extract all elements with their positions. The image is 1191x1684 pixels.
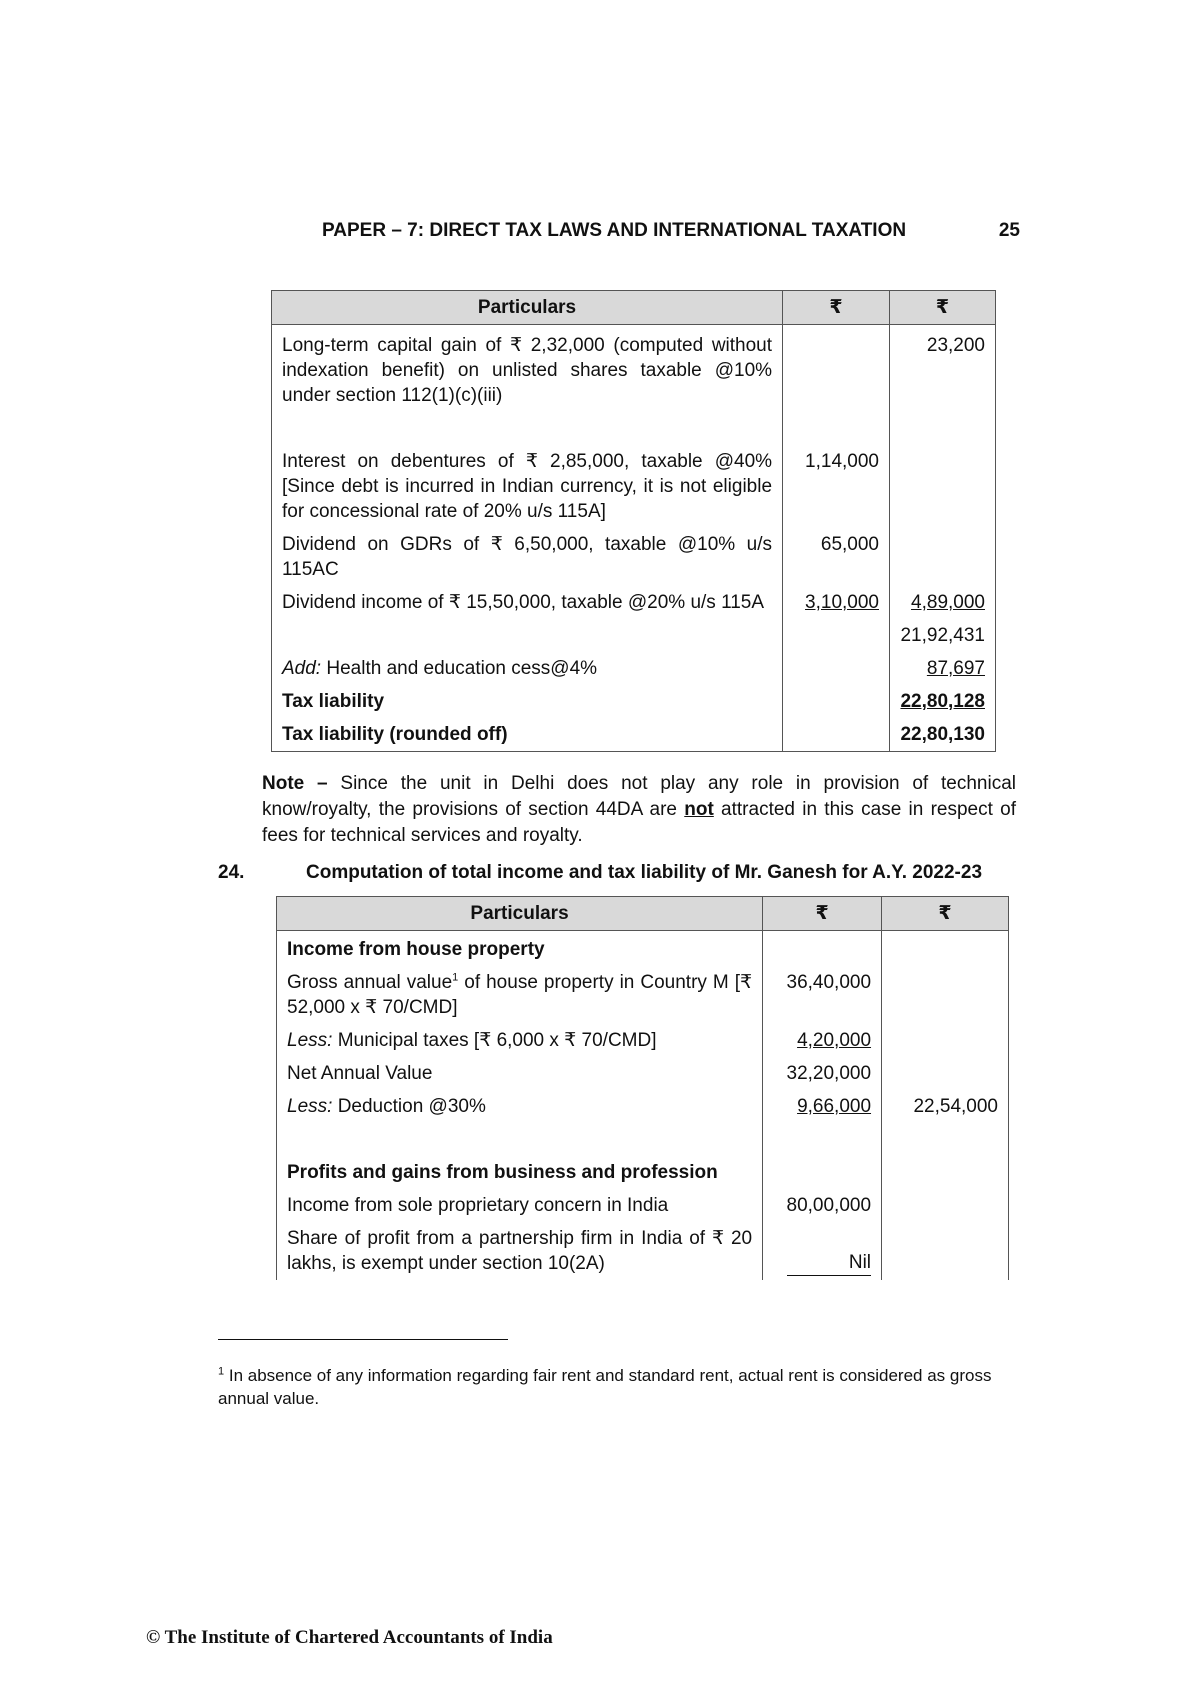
row-particulars: Dividend on GDRs of ₹ 6,50,000, taxable @10% u/s 115AC xyxy=(272,528,783,586)
row-particulars xyxy=(277,1024,763,1057)
header-rupee-1: ₹ xyxy=(783,291,890,325)
paper-title: PAPER – 7: DIRECT TAX LAWS AND INTERNATIONAL TAXATION xyxy=(322,220,907,241)
page-header xyxy=(322,220,1020,242)
row-cess-amount: 87,697 xyxy=(926,658,985,679)
table-row xyxy=(277,1189,1009,1222)
deduction-label: Deduction @30% xyxy=(332,1096,486,1117)
less-prefix: Less: xyxy=(287,1096,333,1117)
row-col1: Nil xyxy=(787,1250,871,1276)
tax-computation-table-continued xyxy=(271,290,996,752)
copyright-footer: © The Institute of Chartered Accountants of India xyxy=(146,1627,553,1648)
less-prefix: Less: xyxy=(287,1030,333,1051)
table-row xyxy=(277,1057,1009,1090)
row-particulars: Interest on debentures of ₹ 2,85,000, taxable @40% [Since debt is incurred in Indian currency, it is not eligible for concessional rate of 20% u/s 115A] xyxy=(272,445,783,528)
row-col2: 23,200 xyxy=(890,325,996,446)
table-header-row xyxy=(272,291,996,325)
row-particulars: Income from sole proprietary concern in India xyxy=(277,1189,763,1222)
header-rupee-2: ₹ xyxy=(890,291,996,325)
footnote-text: In absence of any information regarding fair rent and standard rent, actual rent is considered as gross annual value. xyxy=(218,1366,992,1408)
row-col2 xyxy=(890,528,996,586)
row-col1: 65,000 xyxy=(783,528,890,586)
table-row xyxy=(272,619,996,652)
table-row xyxy=(277,1156,1009,1189)
page-number: 25 xyxy=(998,220,1020,241)
footnote-ref: 1 xyxy=(452,971,459,984)
row-col1 xyxy=(783,619,890,652)
note-paragraph xyxy=(262,771,1016,849)
row-particulars: Share of profit from a partnership firm in India of ₹ 20 lakhs, is exempt under section 10(2A) xyxy=(277,1222,763,1280)
row-particulars: Dividend income of ₹ 15,50,000, taxable @20% u/s 115A xyxy=(272,586,783,619)
table-row xyxy=(272,652,996,685)
header-particulars: Particulars xyxy=(277,897,763,931)
row-col2: 22,54,000 xyxy=(882,1090,1009,1156)
table-row xyxy=(277,1222,1009,1280)
row-col2: 4,89,000 xyxy=(911,592,985,613)
table-row xyxy=(277,931,1009,967)
table-header-row xyxy=(277,897,1009,931)
row-col2 xyxy=(882,1222,1009,1280)
row-col2 xyxy=(882,1057,1009,1090)
header-particulars: Particulars xyxy=(272,291,783,325)
cess-label: Health and education cess@4% xyxy=(321,658,598,679)
row-col1: 1,14,000 xyxy=(783,445,890,528)
municipal-taxes-label: Municipal taxes [₹ 6,000 x ₹ 70/CMD] xyxy=(332,1030,657,1051)
table-row xyxy=(272,445,996,528)
row-col1: 3,10,000 xyxy=(805,592,879,613)
row-col1: 9,66,000 xyxy=(797,1096,872,1117)
row-col2 xyxy=(882,966,1009,1024)
header-rupee-1: ₹ xyxy=(763,897,882,931)
table-row xyxy=(277,966,1009,1024)
add-prefix: Add: xyxy=(282,658,322,679)
question-number: 24. xyxy=(218,862,245,883)
row-particulars xyxy=(277,966,763,1024)
total-income-computation-table xyxy=(276,896,1009,1280)
gav-detail: of house property in Country M [₹ 52,000 x ₹ 70/CMD] xyxy=(287,972,753,1018)
row-particulars: Tax liability xyxy=(272,685,783,718)
note-text-before: Since the unit in Delhi does not play any role in provision of technical know/royalty, the provisions of section 44DA are xyxy=(262,773,1016,820)
row-particulars: Long-term capital gain of ₹ 2,32,000 (computed without indexation benefit) on unlisted shares taxable @10% under section 112(1)(c)(iii) xyxy=(272,325,783,446)
row-col2 xyxy=(890,445,996,528)
note-emphasis: not xyxy=(684,799,714,820)
table-row xyxy=(277,1090,1009,1156)
header-rupee-2: ₹ xyxy=(882,897,1009,931)
section-heading: Income from house property xyxy=(277,931,763,967)
footnote-marker: 1 xyxy=(218,1365,225,1378)
row-col1 xyxy=(783,652,890,685)
table-row xyxy=(272,685,996,718)
footnote xyxy=(218,1364,1018,1410)
row-subtotal: 21,92,431 xyxy=(890,619,996,652)
row-col1 xyxy=(763,1156,882,1189)
section-heading: Profits and gains from business and profession xyxy=(277,1156,763,1189)
table-row xyxy=(272,528,996,586)
row-col1: 36,40,000 xyxy=(763,966,882,1024)
note-label: Note – xyxy=(262,773,328,794)
tax-liability-amount: 22,80,128 xyxy=(900,691,985,712)
footnote-rule xyxy=(218,1339,508,1340)
row-particulars: Tax liability (rounded off) xyxy=(272,718,783,752)
question-title: Computation of total income and tax liability of Mr. Ganesh for A.Y. 2022-23 xyxy=(306,862,983,883)
row-col1: 32,20,000 xyxy=(763,1057,882,1090)
row-particulars: Net Annual Value xyxy=(277,1057,763,1090)
row-col1: 80,00,000 xyxy=(763,1189,882,1222)
row-particulars xyxy=(272,619,783,652)
table-row xyxy=(272,586,996,619)
row-col1 xyxy=(763,931,882,967)
row-col1: 4,20,000 xyxy=(797,1030,872,1051)
row-col1 xyxy=(783,325,890,446)
table-row xyxy=(277,1024,1009,1057)
row-col1 xyxy=(783,685,890,718)
table-row xyxy=(272,718,996,752)
row-col1 xyxy=(783,718,890,752)
row-col2 xyxy=(882,1189,1009,1222)
row-particulars xyxy=(272,652,783,685)
gav-label: Gross annual value xyxy=(287,972,453,993)
note-text-after: attracted in this case in respect of fees for technical services and royalty. xyxy=(262,799,1016,846)
row-col2 xyxy=(882,1156,1009,1189)
row-col2 xyxy=(882,1024,1009,1057)
row-col2 xyxy=(882,931,1009,967)
row-particulars xyxy=(277,1090,763,1156)
table-row xyxy=(272,325,996,446)
tax-liability-rounded: 22,80,130 xyxy=(890,718,996,752)
